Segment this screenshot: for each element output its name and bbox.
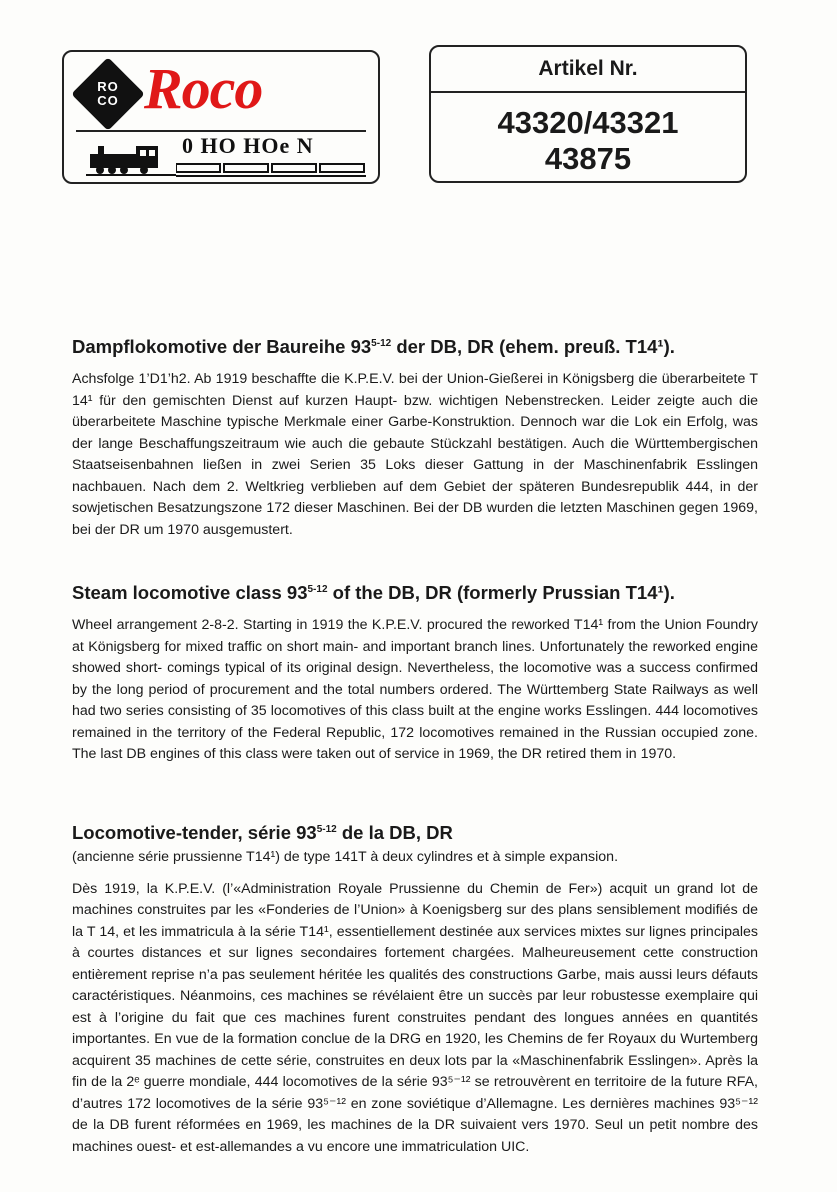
french-title-superscript: 5-12 bbox=[316, 824, 337, 835]
english-section bbox=[72, 578, 758, 766]
roco-badge-text bbox=[82, 68, 134, 120]
locomotive-icon bbox=[86, 140, 176, 176]
english-title-main: Steam locomotive class 93 bbox=[72, 582, 308, 603]
french-title-tail: de la DB, DR bbox=[336, 822, 453, 843]
article-number-1: 43320/43321 bbox=[497, 105, 679, 140]
french-section bbox=[72, 818, 758, 1158]
german-title-tail: der DB, DR (ehem. preuß. T14¹). bbox=[391, 336, 675, 357]
german-section bbox=[72, 332, 758, 541]
german-title-superscript: 5-12 bbox=[371, 338, 392, 349]
english-title-superscript: 5-12 bbox=[307, 584, 328, 595]
gauge-list: 0 HO HOe N bbox=[182, 133, 314, 158]
brand-name: Roco bbox=[144, 56, 263, 121]
badge-bottom-text: CO bbox=[97, 93, 119, 108]
badge-top-text: RO bbox=[97, 79, 119, 94]
article-number-box bbox=[429, 45, 747, 183]
wagons-icon bbox=[176, 162, 366, 178]
article-number-2: 43875 bbox=[544, 141, 632, 176]
english-title-tail: of the DB, DR (formerly Prussian T14¹). bbox=[327, 582, 675, 603]
french-title bbox=[72, 818, 758, 845]
article-label: Artikel Nr. bbox=[431, 47, 745, 93]
german-body: Achsfolge 1’D1’h2. Ab 1919 beschaffte die K.P.E.V. bei der Union-Gießerei in Königsberg die überarbeitete T 14¹ für den gemischten Dienst auf kurzen Haupt- bzw. wichtigen Nebenstrecken. Leider zeigte auch die überarbeitete Maschine typische Merkmale einer Garbe-Konstruktion. Dennoch war die Lok ein Erfolg, was der lange Beschaffungszeitraum wie auch die gebaute Stückzahl bestätigen. Auch die Württembergischen Staatseisenbahnen ließen in zwei Serien 35 Loks dieser Gattung in der Maschinenfabrik Esslingen nachbauen. Nach dem 2. Weltkrieg verblieben auf dem Gebiet der späteren Bundesrepublik 444, in der sowjetischen Besatzungszone 172 dieser Maschinen. Bei der DB wurden die letzten Maschinen gegen 1969, bei der DR um 1970 ausgemustert. bbox=[72, 371, 758, 538]
english-title bbox=[72, 578, 758, 605]
german-title bbox=[72, 332, 758, 359]
english-body: Wheel arrangement 2-8-2. Starting in 1919 the K.P.E.V. procured the reworked T14¹ from the Union Foundry at Königsberg for mixed traffic on short main- and important branch lines. Unfortunately the reworked engine showed short- comings typical of its original design. Nevertheless, the locomotive was a success confirmed by the long period of procurement and the total numbers ordered. The Württemberg State Railways as well had two series consisting of 35 locomotives of this class built at the engine works Esslingen. 444 locomotives remained in the territory of the Federal Republic, 172 locomotives remained in the Russian occupied zone. The last DB engines of this class were taken out of service in 1969, the DR retired them in 1970. bbox=[72, 617, 758, 762]
french-subtitle: (ancienne série prussienne T14¹) de type 141T à deux cylindres et à simple expansion. bbox=[72, 849, 619, 865]
french-title-main: Locomotive-tender, série 93 bbox=[72, 822, 317, 843]
french-body: Dès 1919, la K.P.E.V. (l’«Administration Royale Prussienne du Chemin de Fer») acquit un grand lot de machines construites par les «Fonderies de l’Union» à Koenigsberg sur des plans sensiblement modifiés de la T 14, et les immatricula à la série T14¹, essentiellement destinée aux services mixtes sur lignes principales à courtes distances et sur lignes secondaires fortement chargées. Malheureusement cette construction entièrement reprise n’a pas seulement héritée les qualités des constructions Garbe, mais aussi leurs défauts caractéristiques. Néanmoins, ces machines se révélaient être un succès par leur robustesse exemplaire qui est à l’origine du fait que ces machines furent construites pendant des longues années en quantités importantes. En vue de la formation conclue de la DRG en 1920, les Chemins de fer Royaux du Wurtemberg acquirent 35 machines de cette série, construites en deux lots par la «Maschinenfabrik Esslingen». Après la fin de la 2ᵉ guerre mondiale, 444 locomotives de la série 93⁵⁻¹² se retrouvèrent en territoire de la future RFA, d’autres 172 locomotives de la série 93⁵⁻¹² en zone soviétique d’Allemagne. Les dernières machines 93⁵⁻¹² de la DB furent réformées en 1969, les machines de la DR suivaient vers 1970. Seul un petit nombre des machines ouest- et est-allemandes a vu encore une immatriculation UIC. bbox=[72, 880, 758, 1155]
german-title-main: Dampflokomotive der Baureihe 93 bbox=[72, 336, 372, 357]
roco-logo bbox=[62, 50, 380, 184]
